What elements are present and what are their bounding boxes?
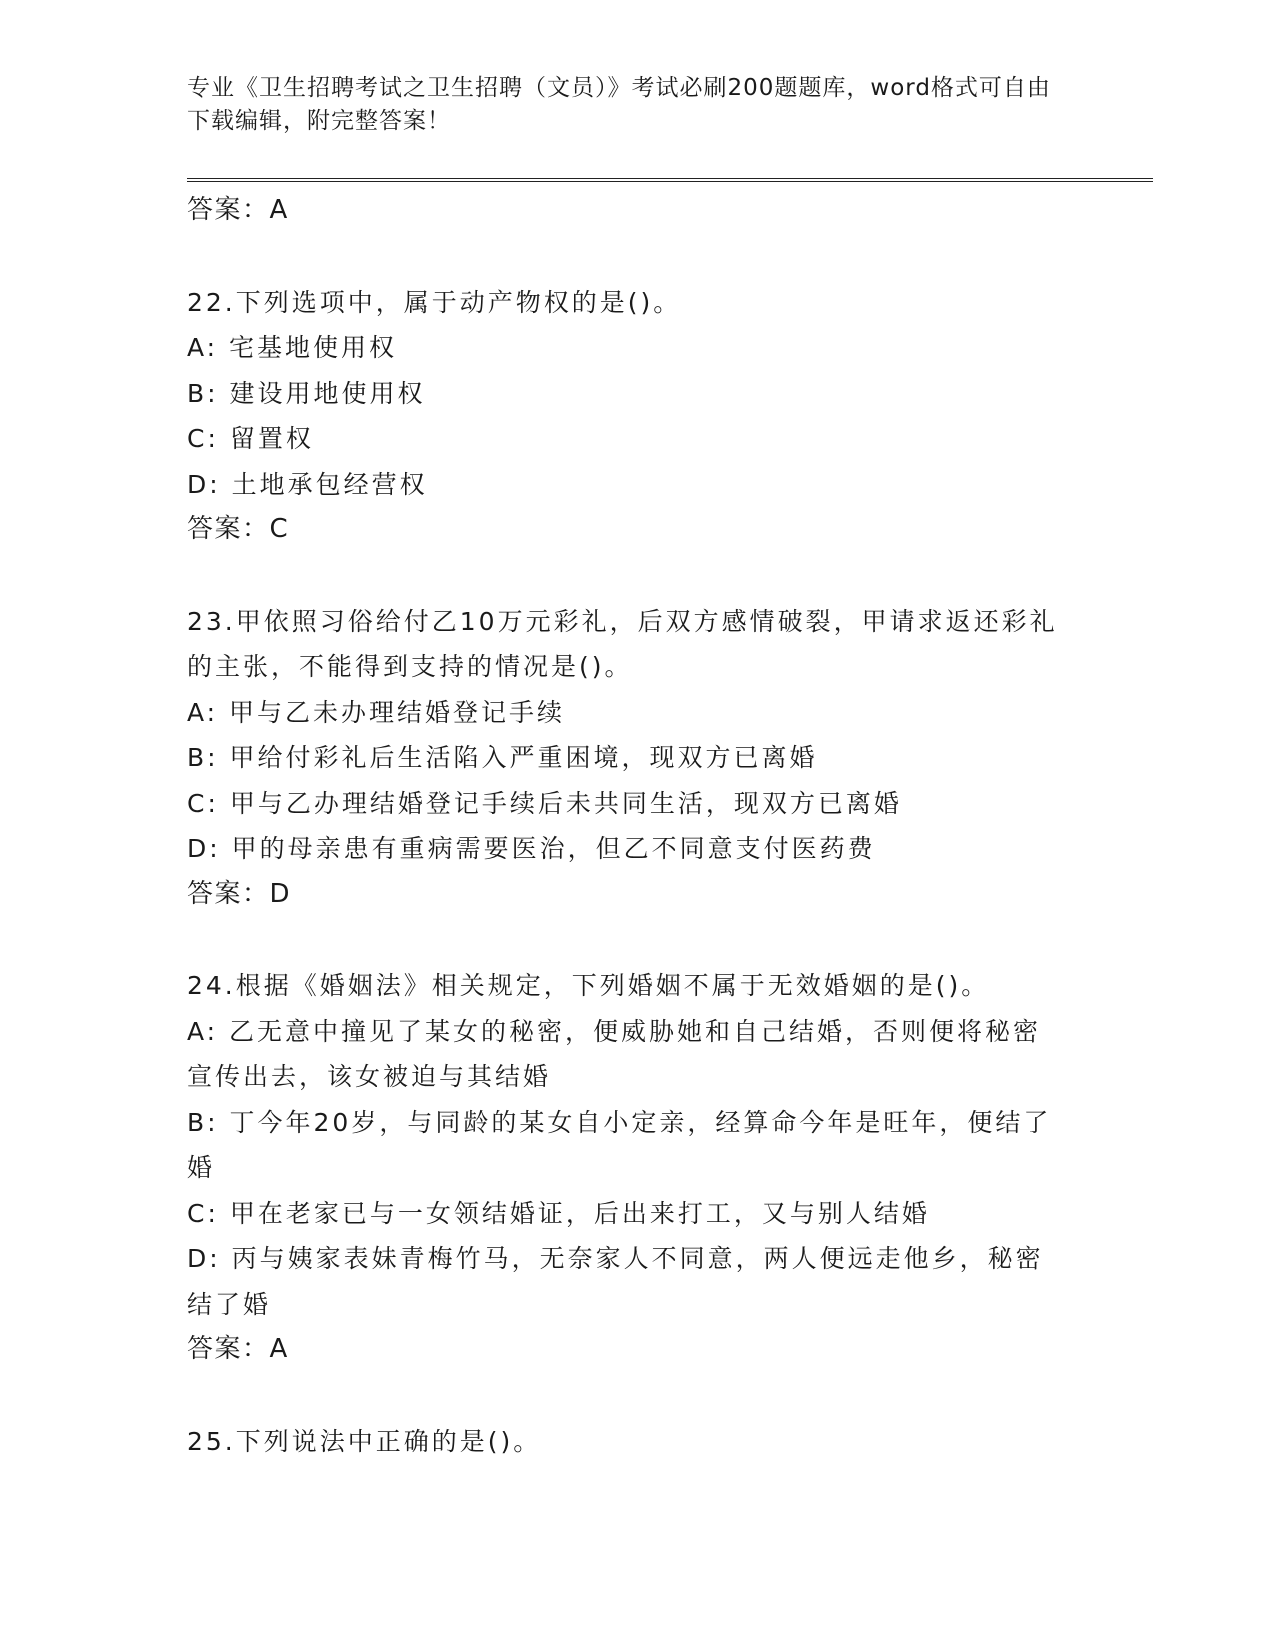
- page-header: [187, 72, 1067, 138]
- option-b: B: 丁今年20岁，与同龄的某女自小定亲，经算命今年是旺年，便结了婚: [187, 1107, 1052, 1182]
- header-divider: [187, 178, 1153, 182]
- question-stem: 25.下列说法中正确的是()。: [187, 1426, 542, 1456]
- question-list: [187, 188, 1067, 1464]
- spacer: [187, 553, 1067, 599]
- question-stem: 24.根据《婚姻法》相关规定，下列婚姻不属于无效婚姻的是()。: [187, 971, 990, 1000]
- option-c: C: 留置权: [187, 424, 314, 453]
- answer-line: 答案：D: [187, 878, 292, 909]
- option-a: A: 甲与乙未办理结婚登记手续: [187, 697, 566, 727]
- option-c: C: 甲与乙办理结婚登记手续后未共同生活，现双方已离婚: [187, 788, 902, 818]
- option-a: A: 乙无意中撞见了某女的秘密，便威胁她和自己结婚，否则便将秘密宣传出去，该女被迫与其结婚: [187, 1016, 1042, 1091]
- question-block: [187, 599, 1067, 918]
- answer-line: 答案：C: [187, 514, 290, 544]
- question-stem: 23.甲依照习俗给付乙10万元彩礼，后双方感情破裂，甲请求返还彩礼的主张，不能得到支持的情况是()。: [187, 606, 1058, 681]
- spacer: [187, 1373, 1067, 1419]
- option-b: B: 甲给付彩礼后生活陷入严重困境，现双方已离婚: [187, 743, 818, 772]
- option-b: B: 建设用地使用权: [187, 378, 426, 408]
- option-d: D: 甲的母亲患有重病需要医治，但乙不同意支付医药费: [187, 834, 876, 863]
- option-c: C: 甲在老家已与一女领结婚证，后出来打工，又与别人结婚: [187, 1198, 930, 1228]
- option-d: D: 丙与姨家表妹青梅竹马，无奈家人不同意，两人便远走他乡，秘密结了婚: [187, 1244, 1044, 1319]
- spacer: [187, 917, 1067, 963]
- header-text: 专业《卫生招聘考试之卫生招聘（文员）》考试必刷200题题库，word格式可自由下载编辑，附完整答案！: [187, 75, 1051, 134]
- answer-line: 答案：A: [187, 1334, 289, 1364]
- question-block: [187, 280, 1067, 553]
- spacer: [187, 234, 1067, 280]
- answer-line: 答案：A: [187, 195, 289, 225]
- question-block: [187, 963, 1067, 1373]
- question-block: [187, 1419, 1067, 1465]
- option-d: D: 土地承包经营权: [187, 469, 428, 499]
- option-a: A: 宅基地使用权: [187, 333, 398, 362]
- question-stem: 22.下列选项中，属于动产物权的是()。: [187, 287, 682, 317]
